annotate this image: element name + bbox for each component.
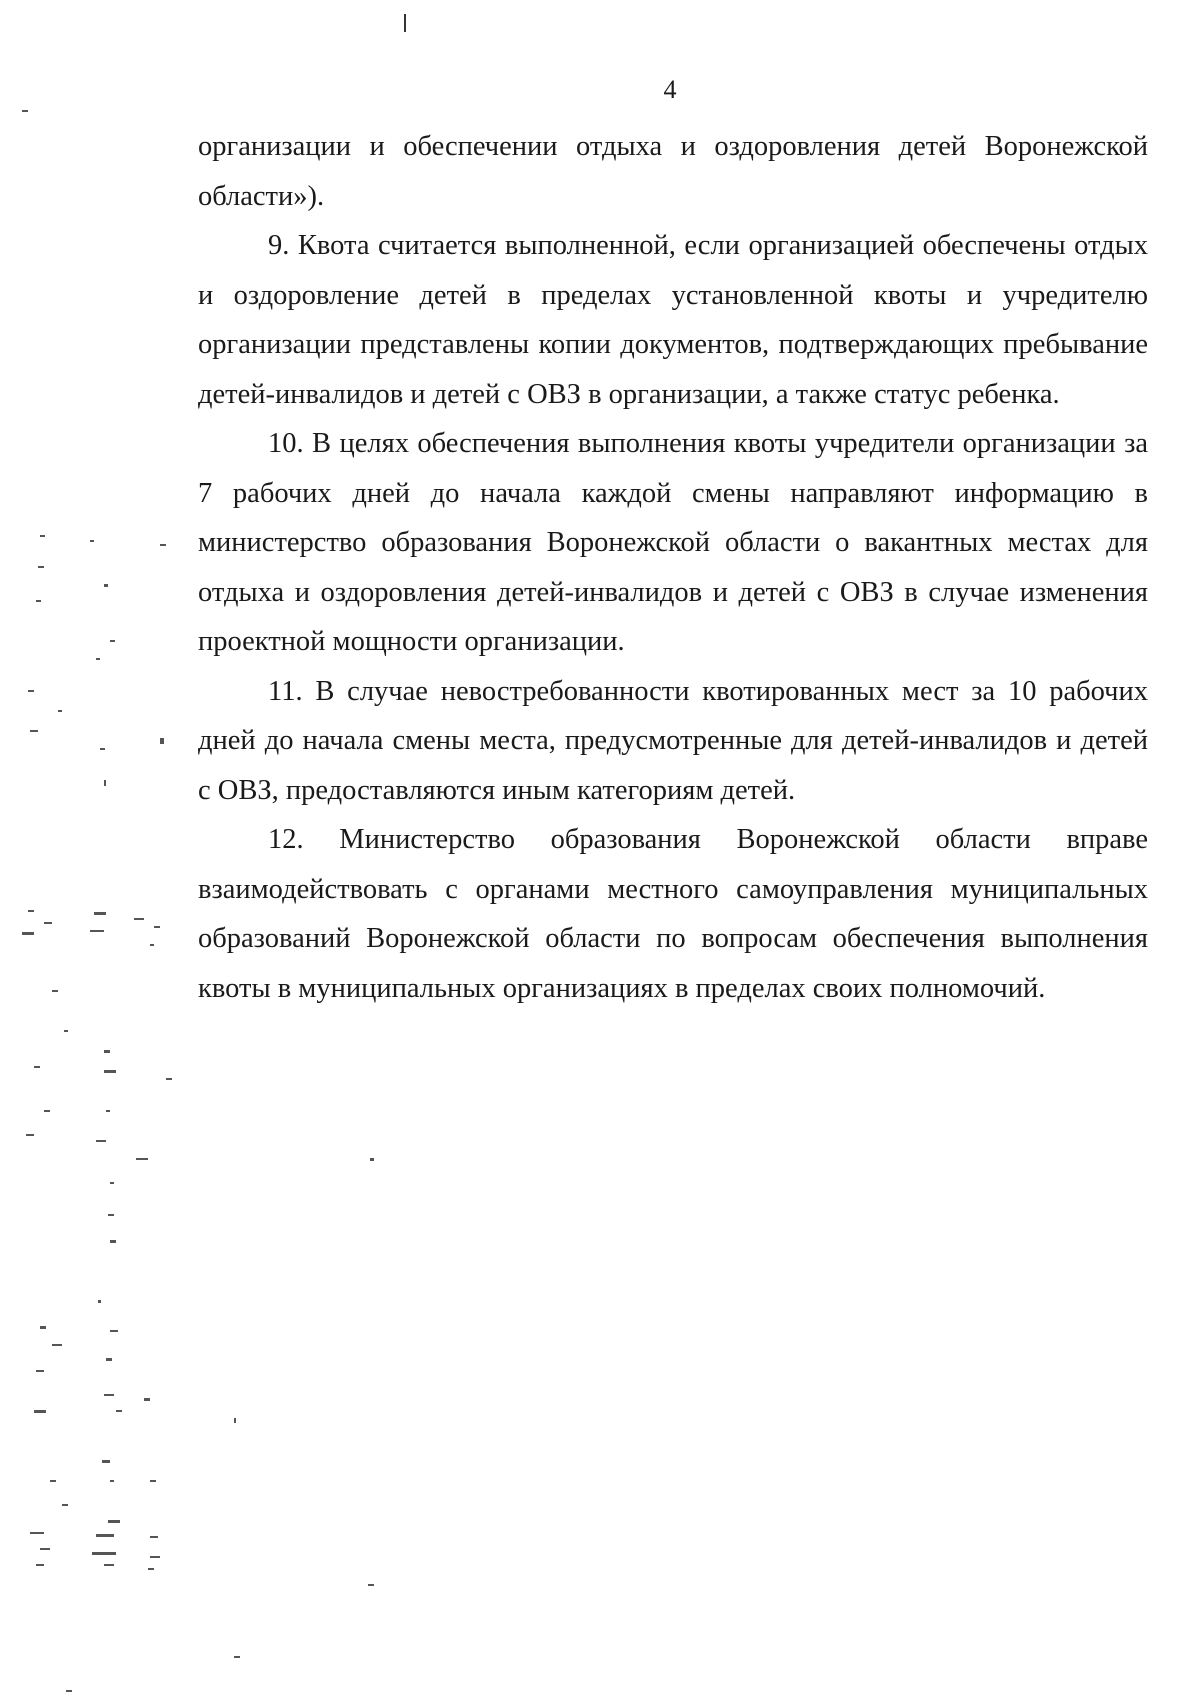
paragraph-continuation: организации и обеспечении отдыха и оздоровления детей Воронежской области»). bbox=[198, 131, 1148, 212]
paragraph-12: 12. Министерство образования Воронежской области вправе взаимодействовать с органами местного самоуправления муниципальных образований Воронежской области по вопросам обеспечения выполнения квоты в муниципальных организациях в пределах своих полномочий. bbox=[198, 824, 1148, 1004]
paragraph-11: 11. В случае невостребованности квотированных мест за 10 рабочих дней до начала смены места, предусмотренные для детей-инвалидов и детей с ОВЗ, предоставляются иным категориям детей. bbox=[198, 675, 1148, 806]
scan-mark bbox=[404, 14, 406, 32]
paragraph-10: 10. В целях обеспечения выполнения квоты учредители организации за 7 рабочих дней до начала каждой смены направляют информацию в министерство образования Воронежской области о вакантных местах для отдыха и оздоровления детей-инвалидов и детей с ОВЗ в случае изменения проектной мощности организации. bbox=[198, 428, 1148, 657]
paragraph-9: 9. Квота считается выполненной, если организацией обеспечены отдых и оздоровление детей в пределах установленной квоты и учредителю организации представлены копии документов, подтверждающих пребывание детей-инвалидов и детей с ОВЗ в организации, а также статус ребенка. bbox=[198, 230, 1148, 410]
page-number: 4 bbox=[663, 75, 677, 104]
document-body bbox=[198, 122, 1148, 1013]
